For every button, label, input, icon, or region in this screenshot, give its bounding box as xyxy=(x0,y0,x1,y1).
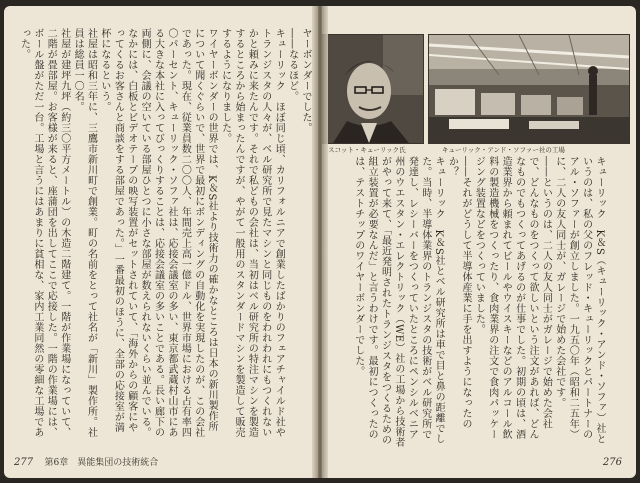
portrait-photo-image xyxy=(323,35,423,143)
left-running-head: 第6章 異能集団の技術統合 xyxy=(44,458,159,468)
factory-caption: キューリック・アンド・ソファー社の工場 xyxy=(442,146,565,154)
factory-photo xyxy=(428,34,630,144)
factory-photo-image xyxy=(429,35,629,143)
left-bleed-through xyxy=(4,6,14,16)
left-page-number: 277 xyxy=(14,457,34,468)
right-footer xyxy=(603,457,622,468)
right-page-number: 276 xyxy=(602,457,622,468)
portrait-caption: スコット・キューリック氏 xyxy=(328,146,406,154)
portrait-photo xyxy=(322,34,424,144)
right-page-body-text: キューリック K＆S（キューリック・アンド・ソファ）社というのは、私の父のフレッド・キューリックとパートナーのアル・ソファーが創立しました。一九五〇年（昭和二五年）に、二人の友人同士が、ガレージで始めた会社です。 ――というのは、二人の友人同士がガレージで始めた会社で、どんなものをつくって欲しいという注文があれば、どんなものでもつくってあげるのが仕事でした。初期の頃は、酒造業界から頼まれてビールやウイスキーなどのアルコール飲料の製造機械をつくったり、食肉業界の注文で食肉パッケージング装置などをつくっていました。 ――それがどうして半導体産業に手を出すようになったのか？ キューリック K＆S社とベル研究所は車で目と鼻の距離でした。当時、半導体業界のトランジスタの技術がベル研究所で発達し、レシーバーをつくっていたところにペンシルベニア州のウエスタン・エレクトリック（WE）社の工場から技術者がやって来て、「最近発明されたトランジスタをつくるための組立装置が必要なんだ」と言うわけです。最初につくったのは、テストチップのワイヤーボンダーでした。 xyxy=(352,156,605,448)
book-gutter xyxy=(312,6,328,478)
right-page xyxy=(322,6,636,478)
left-page-body-text: ヤーボンダーでした。 ――なるほど。 キューリック ほぼ同じ頃、カリフォルニアで創業したばかりのフェアチャイルド社やトランジスタの人々が、ベル研究所で見たマシンと同じものをわれわれにもつくれないかと頼みに来たんです。それで私どもの会社は、当初はベル研究所の特注マシンを製造するところから始まったんですが、やがて一般用のスタンダードマシンを製造して販売するようになりました。 ワイヤーボンダーの世界では、K＆S社より技術力の確かなところは日本の新川製作所について聞くぐらいで、世界で最初にボンディングの自動化を実現したのが、この会社であった。現在、従業員数二〇〇人、年間売上高一億ドル、世界市場における占有率四〇パーセント、キューリック・ソファ社は、応接会議室の多い、東京都武蔵村山市にある大きな本社に入ってびっくりすることは、応接会議室の多いことである。長い廊下の両側に、会議の空いている部屋ひとつに小さな部屋が数えられないくらい並んでいる。なかには、白板とビデオテープの映写装置がセットされていて、「海外からの顧客にやってくるお客さんと商談をする部屋であった。」一番最初のほうに、全部の応接室が満杯になるという。 社屋は昭和三年に、三鷹市新川町で創業。町の名前をとって社名が「新川」製作所。社員は総員一〇名。 社屋が建坪九坪（約三〇平方メートル）の木造二階建て。一階が作業場になっていて、二階が畳部屋。お客様が来ると、座蒲団を出してここで応接した。一階の作業場には、ボール盤がただ一台。工場と言うにはあまりに貧相な、家内工業同然の零細な工場であった。 xyxy=(18,28,311,438)
left-page xyxy=(4,6,318,478)
left-footer xyxy=(14,455,158,468)
